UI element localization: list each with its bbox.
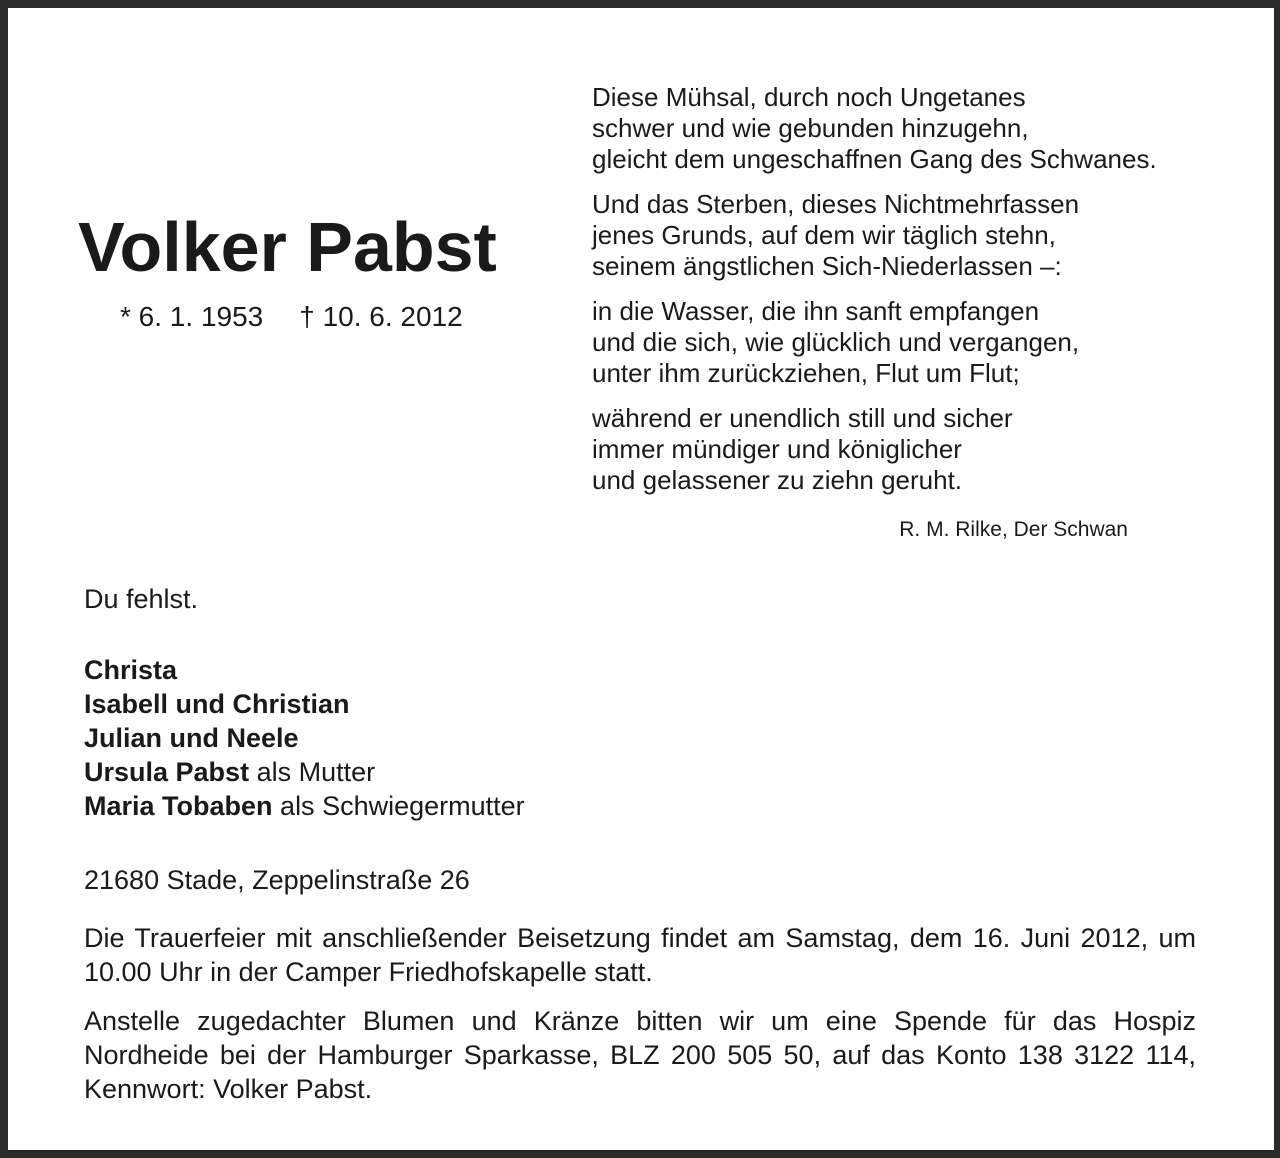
donation-info: Anstelle zugedachter Blumen und Kränze bitten wir um eine Spende für das Hospiz Nordheide bei der Hamburger Sparkasse, BLZ 200 505 50, auf das Konto 138 3122 114, Kennwort: Volker Pabst.	[84, 1006, 1196, 1104]
family-member-relation: als Mutter	[256, 757, 376, 787]
family-member-name: Isabell und Christian	[84, 689, 350, 719]
poem-attribution: R. M. Rilke, Der Schwan	[899, 518, 1128, 541]
poem-line: unter ihm zurückziehen, Flut um Flut;	[592, 358, 1020, 388]
family-member	[84, 721, 1196, 755]
poem-line: immer mündiger und königlicher	[592, 434, 962, 464]
funeral-info: Die Trauerfeier mit anschließender Beisetzung findet am Samstag, dem 16. Juni 2012, um 10.00 Uhr in der Camper Friedhofskapelle statt.	[84, 923, 1196, 987]
death-date: † 10. 6. 2012	[299, 301, 463, 332]
poem-line: und die sich, wie glücklich und vergangen,	[592, 327, 1080, 357]
family-member	[84, 687, 1196, 721]
family-member-name: Julian und Neele	[84, 723, 299, 753]
family-member-relation: als Schwiegermutter	[280, 791, 525, 821]
poem-line: während er unendlich still und sicher	[592, 403, 1013, 433]
poem-line: gleicht dem ungeschaffnen Gang des Schwanes.	[592, 144, 1157, 174]
life-dates	[120, 300, 463, 334]
deceased-name: Volker Pabst	[78, 208, 497, 286]
poem	[592, 82, 1212, 510]
poem-stanza	[592, 296, 1212, 389]
address: 21680 Stade, Zeppelinstraße 26	[84, 865, 470, 895]
poem-line: schwer und wie gebunden hinzugehn,	[592, 113, 1029, 143]
birth-date: * 6. 1. 1953	[120, 301, 264, 332]
poem-line: Und das Sterben, dieses Nichtmehrfassen	[592, 189, 1080, 219]
poem-line: seinem ängstlichen Sich-Niederlassen –:	[592, 251, 1062, 281]
family-member	[84, 789, 1196, 823]
poem-line: in die Wasser, die ihn sanft empfangen	[592, 296, 1040, 326]
family-member	[84, 755, 1196, 789]
family-list	[84, 653, 1196, 823]
family-member	[84, 653, 1196, 687]
poem-line: Diese Mühsal, durch noch Ungetanes	[592, 82, 1026, 112]
closing-line: Du fehlst.	[84, 584, 199, 614]
poem-line: jenes Grunds, auf dem wir täglich stehn,	[592, 220, 1056, 250]
poem-stanza	[592, 82, 1212, 175]
family-member-name: Christa	[84, 655, 178, 685]
family-member-name: Maria Tobaben	[84, 791, 273, 821]
poem-stanza	[592, 403, 1212, 496]
poem-stanza	[592, 189, 1212, 282]
poem-line: und gelassener zu ziehn geruht.	[592, 465, 963, 495]
family-member-name: Ursula Pabst	[84, 757, 250, 787]
